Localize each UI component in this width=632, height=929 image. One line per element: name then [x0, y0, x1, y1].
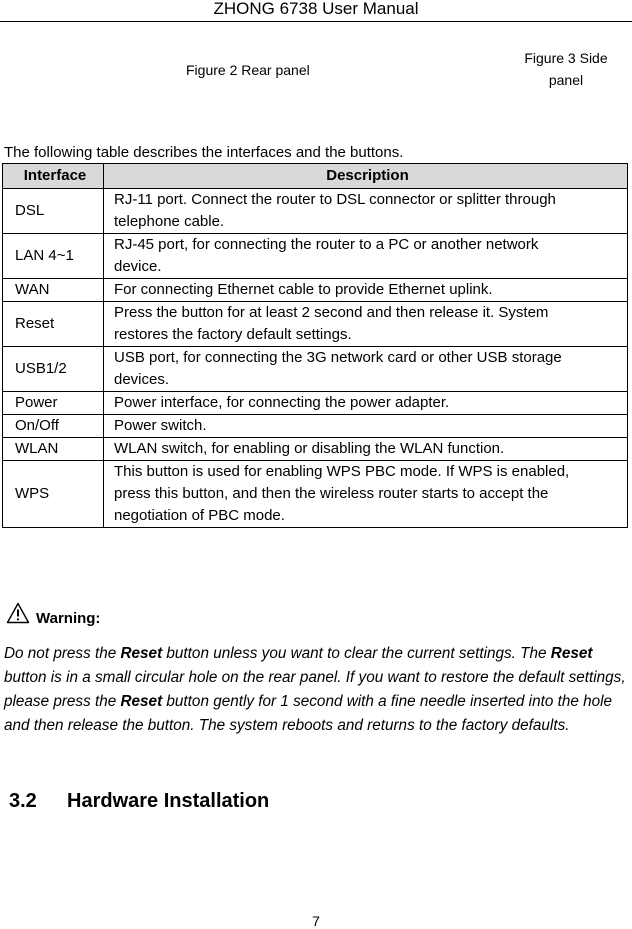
interface-cell: Reset — [3, 302, 104, 347]
warning-text-2: button unless you want to clear the current settings. The — [162, 645, 551, 662]
table-row — [3, 189, 628, 234]
warning-reset-2: Reset — [550, 645, 593, 662]
description-line: negotiation of PBC mode. — [114, 507, 285, 524]
description-line: restores the factory default settings. — [114, 326, 352, 343]
figure-2-caption: Figure 2 Rear panel — [186, 62, 310, 78]
section-heading — [9, 790, 269, 813]
table-row — [3, 347, 628, 392]
description-line: USB port, for connecting the 3G network card or other USB storage — [114, 349, 562, 366]
table-row — [3, 392, 628, 415]
interface-cell: LAN 4~1 — [3, 234, 104, 279]
figure-3-caption-line2: panel — [548, 72, 584, 88]
warning-text-1: Do not press the — [4, 645, 121, 662]
table-row — [3, 461, 628, 528]
warning-text-4: button gently for 1 second with a fine needle inserted into the hole and then release the button. The system reboots and returns to the factory defaults. — [4, 693, 613, 734]
description-line: RJ-45 port, for connecting the router to a PC or another network — [114, 236, 539, 253]
table-row — [3, 234, 628, 279]
interface-cell: WLAN — [3, 438, 104, 461]
description-cell — [104, 189, 628, 234]
header-title: ZHONG 6738 User Manual — [213, 0, 419, 18]
page-header — [0, 0, 632, 22]
description-cell — [104, 302, 628, 347]
column-header-interface: Interface — [3, 164, 104, 189]
description-line: devices. — [114, 371, 170, 388]
description-cell — [104, 438, 628, 461]
interface-cell: Power — [3, 392, 104, 415]
warning-paragraph — [4, 642, 630, 738]
description-cell — [104, 415, 628, 438]
section-number: 3.2 — [9, 790, 37, 812]
description-line: device. — [114, 258, 162, 275]
table-header-row — [3, 164, 628, 189]
description-cell — [104, 234, 628, 279]
table-row — [3, 302, 628, 347]
description-line: RJ-11 port. Connect the router to DSL connector or splitter through — [114, 191, 556, 208]
page-number: 7 — [312, 913, 320, 929]
interface-cell: WAN — [3, 279, 104, 302]
table-body — [3, 189, 628, 528]
warning-triangle-icon — [6, 602, 30, 624]
intro-paragraph: The following table describes the interfaces and the buttons. — [4, 144, 404, 161]
interface-cell: On/Off — [3, 415, 104, 438]
description-cell — [104, 347, 628, 392]
description-line: press this button, and then the wireless router starts to accept the — [114, 485, 549, 502]
warning-reset-3: Reset — [120, 693, 163, 710]
table-row — [3, 438, 628, 461]
warning-reset-1: Reset — [120, 645, 163, 662]
description-line: Power switch. — [114, 417, 207, 434]
table-row — [3, 279, 628, 302]
description-cell — [104, 461, 628, 528]
description-cell — [104, 279, 628, 302]
description-line: This button is used for enabling WPS PBC mode. If WPS is enabled, — [114, 463, 570, 480]
description-line: For connecting Ethernet cable to provide Ethernet uplink. — [114, 281, 493, 298]
description-line: Power interface, for connecting the power adapter. — [114, 394, 450, 411]
table-row — [3, 415, 628, 438]
description-line: WLAN switch, for enabling or disabling the WLAN function. — [114, 440, 505, 457]
interface-cell: WPS — [3, 461, 104, 528]
column-header-description: Description — [104, 164, 628, 189]
section-title: Hardware Installation — [67, 790, 270, 812]
interface-table — [2, 163, 628, 528]
warning-text-3: button is in a small circular hole on the rear panel. If you want to restore the default settings, please press the — [4, 669, 626, 710]
description-line: Press the button for at least 2 second and then release it. System — [114, 304, 549, 321]
description-cell — [104, 392, 628, 415]
description-line: telephone cable. — [114, 213, 225, 230]
warning-title: Warning: — [36, 610, 101, 627]
interface-cell: USB1/2 — [3, 347, 104, 392]
figure-3-caption-line1: Figure 3 Side — [524, 50, 608, 66]
figure-3-caption — [512, 47, 620, 91]
interface-cell: DSL — [3, 189, 104, 234]
